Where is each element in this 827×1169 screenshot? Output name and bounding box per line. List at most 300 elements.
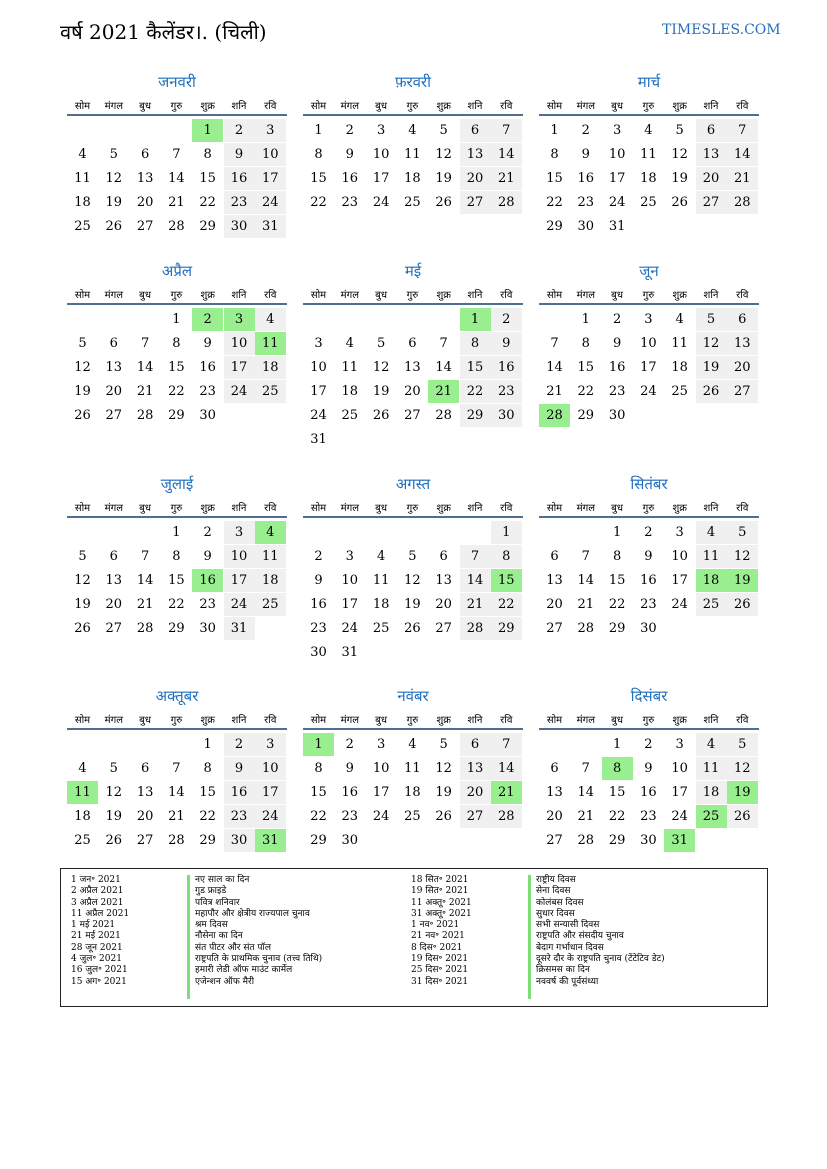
day-cell: 1 xyxy=(612,737,622,752)
month-name: अगस्त xyxy=(395,475,431,493)
holiday-date: 4 जुल॰ 2021 xyxy=(71,954,122,965)
day-cell: 2 xyxy=(203,525,212,540)
day-cell: 10 xyxy=(372,147,390,162)
holiday-date: 31 अक्तू॰ 2021 xyxy=(411,908,472,919)
day-cell: 5 xyxy=(675,123,684,138)
day-cell: 18 xyxy=(255,356,286,379)
day-cell: 25 xyxy=(74,219,91,234)
day-cell: 28 xyxy=(577,621,595,636)
holiday-day-cell: 1 xyxy=(460,308,491,331)
day-cell: 14 xyxy=(577,785,595,800)
weekday-label: गुरु xyxy=(406,101,419,112)
day-cell: 18 xyxy=(696,781,727,804)
holiday-day-cell: 18 xyxy=(696,569,727,592)
day-cell: 24 xyxy=(372,195,390,210)
weekday-label: बुध xyxy=(375,503,388,514)
holiday-name: सेना दिवस xyxy=(536,886,571,897)
day-cell: 30 xyxy=(224,215,255,238)
day-cell: 7 xyxy=(550,336,559,351)
day-cell: 7 xyxy=(172,147,181,162)
holiday-name: नववर्ष की पूर्वसंध्या xyxy=(536,976,599,987)
day-cell: 5 xyxy=(78,549,87,564)
holiday-date: 15 अग॰ 2021 xyxy=(71,976,127,987)
weekday-label: शुक्र xyxy=(436,290,451,301)
day-cell: 26 xyxy=(727,805,758,828)
day-cell: 7 xyxy=(140,549,150,564)
day-cell: 30 xyxy=(577,219,595,234)
day-cell: 6 xyxy=(408,336,417,351)
day-cell: 30 xyxy=(310,645,327,660)
day-cell: 3 xyxy=(644,312,653,327)
day-cell: 19 xyxy=(105,809,123,824)
day-cell: 8 xyxy=(550,147,559,162)
weekday-header xyxy=(539,96,759,116)
day-cell: 17 xyxy=(255,167,286,190)
holiday-name: सभी सन्यासी दिवस xyxy=(536,920,600,931)
weekday-label: सोम xyxy=(546,290,563,301)
holiday-name: महापौर और क्षेत्रीय राज्यपाल चुनाव xyxy=(195,908,310,919)
day-cell: 2 xyxy=(581,123,590,138)
weekday-header xyxy=(67,96,287,116)
day-cell: 28 xyxy=(491,805,522,828)
day-cell: 23 xyxy=(640,597,657,612)
day-cell: 16 xyxy=(577,171,595,186)
weekday-label: रवि xyxy=(736,503,749,514)
day-cell: 21 xyxy=(491,167,522,190)
day-cell: 6 xyxy=(460,119,491,142)
weekday-label: मंगल xyxy=(104,503,123,514)
day-cell: 18 xyxy=(372,597,390,612)
day-cell: 13 xyxy=(460,757,491,780)
day-cell: 25 xyxy=(404,195,421,210)
month-name: दिसंबर xyxy=(630,687,668,705)
day-cell: 27 xyxy=(727,380,758,403)
day-cell: 19 xyxy=(435,171,452,186)
weekday-header xyxy=(67,710,287,730)
holiday-day-cell: 21 xyxy=(428,380,459,403)
day-cell: 21 xyxy=(727,167,758,190)
day-cell: 27 xyxy=(105,408,123,423)
weekday-label: बुध xyxy=(139,715,152,726)
day-cell: 7 xyxy=(491,733,522,756)
weekday-label: शुक्र xyxy=(436,101,451,112)
holiday-day-cell: 11 xyxy=(255,332,286,355)
day-cell: 16 xyxy=(640,785,657,800)
day-cell: 4 xyxy=(78,147,87,162)
day-cell: 21 xyxy=(136,597,154,612)
weekday-label: शनि xyxy=(703,290,719,301)
day-cell: 5 xyxy=(696,308,727,331)
holiday-date: 19 सित॰ 2021 xyxy=(411,886,469,897)
month-name: जुलाई xyxy=(160,475,194,493)
day-cell: 29 xyxy=(608,833,626,848)
holiday-day-cell: 15 xyxy=(491,569,522,592)
day-cell: 2 xyxy=(224,119,255,142)
day-cell: 18 xyxy=(640,171,657,186)
day-cell: 3 xyxy=(675,737,684,752)
day-cell: 12 xyxy=(372,360,390,375)
day-cell: 2 xyxy=(345,737,354,752)
day-cell: 10 xyxy=(671,761,688,776)
day-cell: 13 xyxy=(404,360,421,375)
weekday-label: शनि xyxy=(467,503,483,514)
day-cell: 11 xyxy=(696,545,727,568)
day-cell: 28 xyxy=(491,191,522,214)
day-cell: 21 xyxy=(460,593,491,616)
day-cell: 19 xyxy=(105,195,123,210)
weekday-header xyxy=(67,285,287,305)
day-cell: 11 xyxy=(74,171,91,186)
holiday-name: सुधार दिवस xyxy=(536,908,575,919)
weekday-label: बुध xyxy=(611,290,624,301)
day-cell: 6 xyxy=(439,549,448,564)
day-cell: 15 xyxy=(310,171,327,186)
day-cell: 1 xyxy=(172,312,181,327)
day-cell: 6 xyxy=(727,308,758,331)
weekday-label: शुक्र xyxy=(200,101,215,112)
day-cell: 20 xyxy=(136,809,154,824)
day-cell: 29 xyxy=(608,621,626,636)
day-cell: 31 xyxy=(341,645,359,660)
day-cell: 17 xyxy=(310,384,327,399)
weekday-label: सोम xyxy=(310,290,327,301)
weekday-label: मंगल xyxy=(340,290,359,301)
weekday-label: शनि xyxy=(467,101,483,112)
day-cell: 14 xyxy=(577,573,595,588)
day-cell: 19 xyxy=(435,785,452,800)
weekday-label: मंगल xyxy=(340,715,359,726)
holiday-bar-left xyxy=(187,875,190,999)
day-cell: 22 xyxy=(460,380,491,403)
weekday-label: सोम xyxy=(546,715,563,726)
day-cell: 15 xyxy=(460,356,491,379)
holiday-day-cell: 19 xyxy=(727,781,758,804)
day-cell: 19 xyxy=(696,356,727,379)
day-cell: 4 xyxy=(675,312,684,327)
holiday-name: राष्ट्रपति और संसदीय चुनाव xyxy=(536,931,624,942)
day-cell: 27 xyxy=(546,621,563,636)
holiday-name: बेदाग गर्भाधान दिवस xyxy=(536,942,604,953)
weekday-label: बुध xyxy=(375,101,388,112)
weekday-label: मंगल xyxy=(576,503,595,514)
day-cell: 12 xyxy=(105,785,123,800)
weekday-header xyxy=(303,285,523,305)
day-cell: 15 xyxy=(310,785,327,800)
weekday-label: मंगल xyxy=(104,290,123,301)
day-cell: 26 xyxy=(74,621,91,636)
holiday-name: पवित्र शनिवार xyxy=(195,897,240,908)
weekday-label: मंगल xyxy=(576,715,595,726)
day-cell: 17 xyxy=(372,171,390,186)
weekday-label: रवि xyxy=(500,715,513,726)
month-name: सितंबर xyxy=(630,475,668,493)
day-cell: 22 xyxy=(310,195,327,210)
day-cell: 13 xyxy=(546,785,563,800)
day-cell: 12 xyxy=(727,757,758,780)
holiday-date: 31 दिस॰ 2021 xyxy=(411,976,469,987)
day-cell: 14 xyxy=(435,360,452,375)
day-cell: 2 xyxy=(644,525,653,540)
day-cell: 24 xyxy=(255,191,286,214)
day-cell: 6 xyxy=(140,761,150,776)
day-cell: 29 xyxy=(491,617,522,640)
day-cell: 6 xyxy=(109,336,118,351)
day-cell: 28 xyxy=(460,617,491,640)
day-cell: 7 xyxy=(491,119,522,142)
day-cell: 31 xyxy=(608,219,626,234)
day-cell: 19 xyxy=(671,171,688,186)
weekday-label: शुक्र xyxy=(672,290,687,301)
weekday-label: सोम xyxy=(74,290,91,301)
day-cell: 29 xyxy=(168,408,185,423)
holiday-name: एजेन्शन ऑफ मैरी xyxy=(195,976,255,987)
day-cell: 12 xyxy=(74,360,91,375)
day-cell: 8 xyxy=(314,147,323,162)
day-cell: 11 xyxy=(696,757,727,780)
day-cell: 1 xyxy=(550,123,559,138)
month-name: मई xyxy=(404,262,422,280)
day-cell: 7 xyxy=(581,761,590,776)
day-cell: 9 xyxy=(612,336,622,351)
holiday-day-cell: 31 xyxy=(255,829,286,852)
day-cell: 3 xyxy=(376,123,386,138)
day-cell: 18 xyxy=(404,785,421,800)
day-cell: 3 xyxy=(376,737,386,752)
holiday-names-right xyxy=(536,875,665,988)
day-cell: 17 xyxy=(608,171,626,186)
day-cell: 29 xyxy=(577,408,595,423)
day-cell: 12 xyxy=(105,171,123,186)
day-cell: 16 xyxy=(224,781,255,804)
weekday-label: शनि xyxy=(703,101,719,112)
brand-link[interactable]: TIMESLES.COM xyxy=(662,22,781,38)
month-name: नवंबर xyxy=(397,687,429,705)
day-cell: 5 xyxy=(109,147,118,162)
day-cell: 8 xyxy=(172,549,181,564)
day-cell: 18 xyxy=(404,171,421,186)
weekday-label: बुध xyxy=(375,715,388,726)
weekday-label: गुरु xyxy=(170,715,183,726)
day-cell: 27 xyxy=(404,408,421,423)
holiday-day-cell: 16 xyxy=(192,569,223,592)
day-cell: 24 xyxy=(671,597,688,612)
day-cell: 27 xyxy=(136,219,154,234)
day-cell: 15 xyxy=(608,785,626,800)
holiday-day-cell: 1 xyxy=(303,733,334,756)
day-cell: 25 xyxy=(696,593,727,616)
day-cell: 10 xyxy=(255,757,286,780)
day-cell: 20 xyxy=(435,597,452,612)
day-cell: 9 xyxy=(581,147,590,162)
day-cell: 3 xyxy=(612,123,622,138)
holiday-dates-left xyxy=(71,875,129,988)
day-cell: 17 xyxy=(372,785,390,800)
weekday-header xyxy=(303,710,523,730)
weekday-header xyxy=(303,498,523,518)
weekday-label: बुध xyxy=(139,503,152,514)
holiday-date: 2 अप्रैल 2021 xyxy=(71,886,124,897)
day-cell: 20 xyxy=(105,384,123,399)
day-cell: 11 xyxy=(255,545,286,568)
day-cell: 6 xyxy=(550,549,559,564)
day-cell: 26 xyxy=(372,408,390,423)
day-cell: 20 xyxy=(105,597,123,612)
holiday-date: 16 जुल॰ 2021 xyxy=(71,965,128,976)
weekday-label: बुध xyxy=(611,715,624,726)
day-cell: 16 xyxy=(491,356,522,379)
day-cell: 4 xyxy=(408,123,417,138)
day-cell: 14 xyxy=(491,757,522,780)
weekday-label: गुरु xyxy=(642,503,655,514)
day-cell: 3 xyxy=(224,521,255,544)
holiday-date: 21 मई 2021 xyxy=(71,931,121,942)
day-cell: 2 xyxy=(644,737,653,752)
day-cell: 28 xyxy=(577,833,595,848)
day-cell: 14 xyxy=(546,360,563,375)
day-cell: 22 xyxy=(199,809,216,824)
day-cell: 28 xyxy=(136,621,154,636)
day-cell: 16 xyxy=(608,360,626,375)
day-cell: 9 xyxy=(224,757,255,780)
day-cell: 17 xyxy=(640,360,657,375)
day-cell: 18 xyxy=(74,195,91,210)
day-cell: 14 xyxy=(491,143,522,166)
weekday-label: रवि xyxy=(264,290,277,301)
weekday-label: गुरु xyxy=(406,715,419,726)
day-cell: 30 xyxy=(608,408,626,423)
day-cell: 30 xyxy=(224,829,255,852)
day-cell: 27 xyxy=(460,191,491,214)
weekday-label: मंगल xyxy=(340,503,359,514)
day-cell: 19 xyxy=(404,597,421,612)
weekday-label: बुध xyxy=(139,290,152,301)
weekday-label: शनि xyxy=(467,290,483,301)
holiday-name: नौसेना का दिन xyxy=(195,931,243,942)
day-cell: 22 xyxy=(199,195,216,210)
day-cell: 26 xyxy=(671,195,688,210)
weekday-label: मंगल xyxy=(104,101,123,112)
weekday-label: शनि xyxy=(231,715,247,726)
weekday-label: बुध xyxy=(611,101,624,112)
holiday-date: 18 सित॰ 2021 xyxy=(411,875,469,885)
day-cell: 11 xyxy=(341,360,359,375)
day-cell: 8 xyxy=(314,761,323,776)
month-name: फ़रवरी xyxy=(394,73,432,91)
day-cell: 25 xyxy=(640,195,657,210)
holiday-date: 3 अप्रैल 2021 xyxy=(71,897,124,908)
day-cell: 13 xyxy=(460,143,491,166)
day-cell: 21 xyxy=(577,809,595,824)
weekday-label: शनि xyxy=(231,101,247,112)
day-cell: 9 xyxy=(345,147,354,162)
holiday-date: 11 अप्रैल 2021 xyxy=(71,908,130,919)
day-cell: 8 xyxy=(460,332,491,355)
day-cell: 22 xyxy=(546,195,563,210)
day-cell: 5 xyxy=(727,733,758,756)
holiday-day-cell: 19 xyxy=(727,569,758,592)
day-cell: 1 xyxy=(314,123,323,138)
weekday-label: सोम xyxy=(546,503,563,514)
day-cell: 25 xyxy=(372,621,390,636)
weekday-label: बुध xyxy=(375,290,388,301)
day-cell: 30 xyxy=(341,833,359,848)
weekday-label: रवि xyxy=(736,715,749,726)
weekday-label: सोम xyxy=(310,101,327,112)
day-cell: 5 xyxy=(439,123,448,138)
day-cell: 11 xyxy=(671,336,688,351)
holiday-name: नए साल का दिन xyxy=(195,875,250,885)
day-cell: 24 xyxy=(640,384,657,399)
day-cell: 13 xyxy=(105,360,123,375)
day-cell: 4 xyxy=(255,308,286,331)
holiday-date: 19 दिस॰ 2021 xyxy=(411,954,469,965)
day-cell: 28 xyxy=(435,408,452,423)
day-cell: 10 xyxy=(224,545,255,568)
day-cell: 29 xyxy=(168,621,185,636)
day-cell: 5 xyxy=(78,336,87,351)
weekday-label: शनि xyxy=(703,503,719,514)
day-cell: 19 xyxy=(74,597,91,612)
day-cell: 24 xyxy=(224,593,255,616)
day-cell: 31 xyxy=(224,617,255,640)
day-cell: 13 xyxy=(105,573,123,588)
day-cell: 3 xyxy=(314,336,323,351)
day-cell: 7 xyxy=(581,549,590,564)
day-cell: 15 xyxy=(546,171,563,186)
weekday-label: रवि xyxy=(264,503,277,514)
day-cell: 25 xyxy=(255,380,286,403)
day-cell: 22 xyxy=(608,597,626,612)
day-cell: 15 xyxy=(608,573,626,588)
day-cell: 2 xyxy=(345,123,354,138)
day-cell: 19 xyxy=(74,384,91,399)
weekday-label: सोम xyxy=(310,503,327,514)
weekday-label: शनि xyxy=(231,290,247,301)
weekday-label: शुक्र xyxy=(436,503,451,514)
day-cell: 2 xyxy=(612,312,622,327)
day-cell: 22 xyxy=(608,809,626,824)
day-cell: 27 xyxy=(136,833,154,848)
weekday-label: मंगल xyxy=(104,715,123,726)
holiday-day-cell: 8 xyxy=(602,757,633,780)
day-cell: 12 xyxy=(404,573,421,588)
day-cell: 29 xyxy=(546,219,563,234)
weekday-label: सोम xyxy=(74,715,91,726)
day-cell: 5 xyxy=(408,549,417,564)
day-cell: 10 xyxy=(671,549,688,564)
day-cell: 30 xyxy=(199,621,216,636)
day-cell: 25 xyxy=(404,809,421,824)
day-cell: 21 xyxy=(168,809,185,824)
day-cell: 9 xyxy=(224,143,255,166)
day-cell: 8 xyxy=(203,761,212,776)
day-cell: 25 xyxy=(255,593,286,616)
day-cell: 20 xyxy=(404,384,421,399)
day-cell: 23 xyxy=(341,195,359,210)
holiday-day-cell: 31 xyxy=(664,829,695,852)
day-cell: 10 xyxy=(255,143,286,166)
day-cell: 30 xyxy=(640,621,657,636)
day-cell: 29 xyxy=(199,833,216,848)
holiday-names-left xyxy=(195,875,322,988)
day-cell: 25 xyxy=(671,384,688,399)
weekday-label: मंगल xyxy=(576,101,595,112)
day-cell: 2 xyxy=(491,308,522,331)
day-cell: 3 xyxy=(675,525,684,540)
day-cell: 16 xyxy=(199,360,216,375)
day-cell: 13 xyxy=(546,573,563,588)
day-cell: 29 xyxy=(310,833,327,848)
